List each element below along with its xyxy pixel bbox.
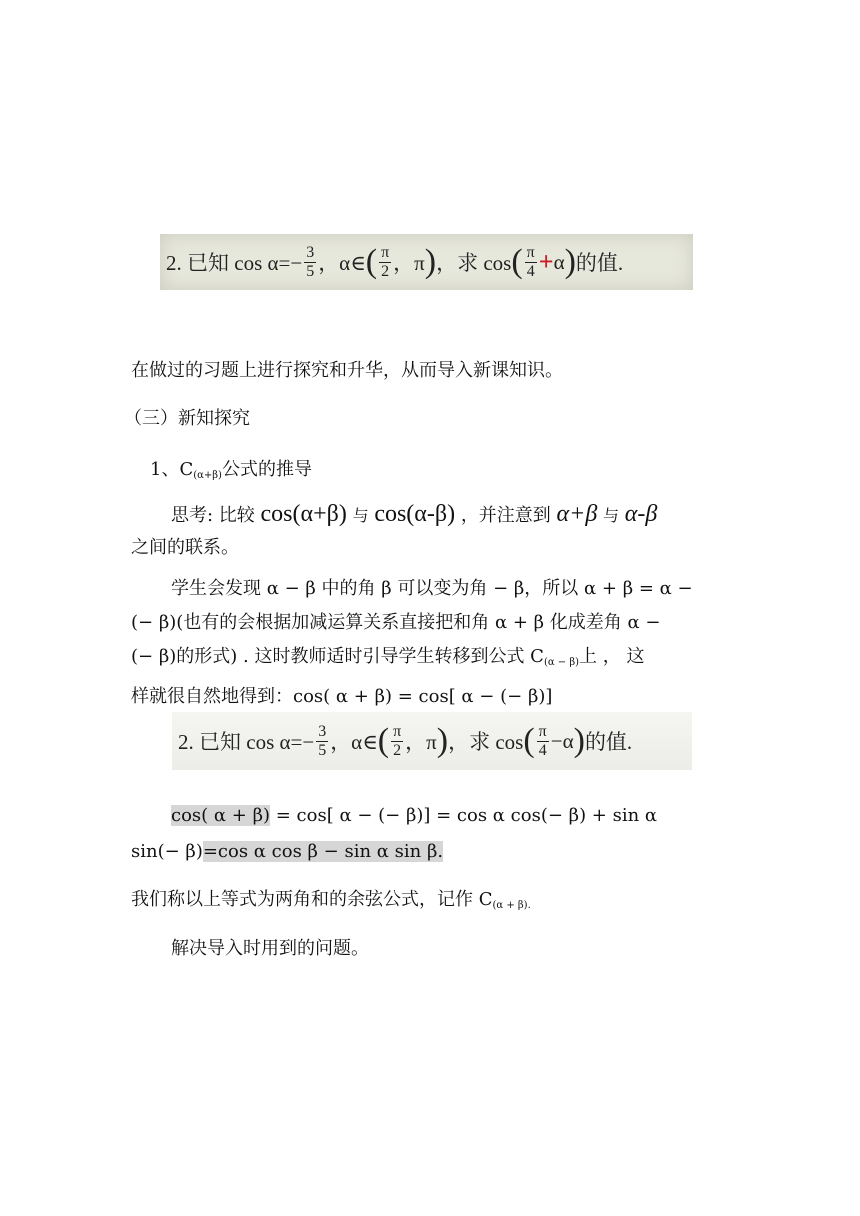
- problem2-frac-pi-4: $\frac{\pi}{4}$: [538, 722, 547, 759]
- discover-paragraph: 学生会发现 α − β 中的角 β 可以变为角 − β，所以 α + β = α − (− β)(也有的会根据加减运算关系直接把和角 α + β 化成差角 α − (− β)的形式) . 这时教师适时引导学生转移到公式 $C_{(\alpha - \beta)}$上 ， 这 样就很自然地得到：cos( α + β) = cos[ α − (− β)]: [131, 578, 693, 707]
- derivation-paragraph: cos( α + β) = cos[ α − (− β)] = cos α cos(− β) + sin α sin(− β)=cos α cos β − sin α sin β.: [131, 805, 658, 862]
- problem2-paren-open-2: (: [523, 722, 535, 759]
- problem1-plus-sign: +: [538, 247, 554, 276]
- problem2-paren-close: ): [436, 722, 449, 759]
- problem2-mid2: ，π: [405, 730, 437, 754]
- problem2-paren-close-2: ): [573, 722, 585, 759]
- problem1-prefix: 2. 已知 cos α=−: [166, 251, 303, 275]
- problem1-suffix: 的值.: [575, 251, 624, 275]
- problem2-mid3: ，求 cos: [448, 730, 524, 754]
- problem1-paren-close: ): [424, 243, 437, 280]
- problem1-paren-open: (: [365, 243, 378, 280]
- problem2-paren-open: (: [377, 722, 390, 759]
- problem2-suffix: 的值.: [584, 730, 633, 754]
- problem1-frac-3-5: $\frac{3}{5}$: [306, 243, 315, 280]
- problem2-minus-alpha: −α: [550, 728, 574, 753]
- problem1-mid2: ，π: [393, 251, 425, 275]
- problem1-mid1: ，α∈: [318, 251, 366, 275]
- subsection-heading: 1、$C_{(\alpha+\beta)}$公式的推导: [150, 459, 312, 481]
- problem2-frac-3-5: $\frac{3}{5}$: [318, 722, 327, 759]
- expr-cos-sum: cos(α+β): [260, 501, 347, 527]
- problem1-mid3: ，求 cos: [436, 251, 512, 275]
- problem1-paren-close-2: ): [564, 243, 576, 280]
- derivation-highlight-1: cos( α + β): [171, 805, 271, 826]
- intro-text: 在做过的习题上进行探究和升华，从而导入新课知识。: [131, 360, 563, 381]
- problem-image-1: [160, 234, 693, 290]
- derivation-highlight-2: =cos α cos β − sin α sin β.: [202, 841, 444, 862]
- expr-cos-diff: cos(α-β): [374, 501, 456, 527]
- problem2-prefix: 2. 已知 cos α=−: [178, 730, 315, 754]
- expr-alpha-minus-beta: α-β: [624, 501, 658, 527]
- section-heading: （三）新知探究: [124, 408, 250, 429]
- problem-image-2: [172, 712, 692, 770]
- problem2-frac-pi-2: $\frac{\pi}{2}$: [393, 722, 402, 759]
- problem1-alpha: α: [553, 249, 565, 274]
- formula-name-line: 我们称以上等式为两角和的余弦公式，记作 $C_{(\alpha + \beta).}$: [131, 889, 531, 911]
- expr-alpha-plus-beta: α+β: [556, 501, 598, 527]
- think-line2: 之间的联系。: [131, 537, 239, 558]
- problem1-frac-pi-2: $\frac{\pi}{2}$: [381, 243, 390, 280]
- resolve-text: 解决导入时用到的问题。: [171, 938, 369, 959]
- problem1-frac-pi-4: $\frac{\pi}{4}$: [526, 243, 535, 280]
- problem1-paren-open-2: (: [511, 243, 523, 280]
- problem2-mid1: ，α∈: [330, 730, 378, 754]
- think-paragraph: 思考: 比较 cos(α+β) 与 cos(α-β) ，并注意到 α+β 与 α-β 之间的联系。: [131, 498, 731, 564]
